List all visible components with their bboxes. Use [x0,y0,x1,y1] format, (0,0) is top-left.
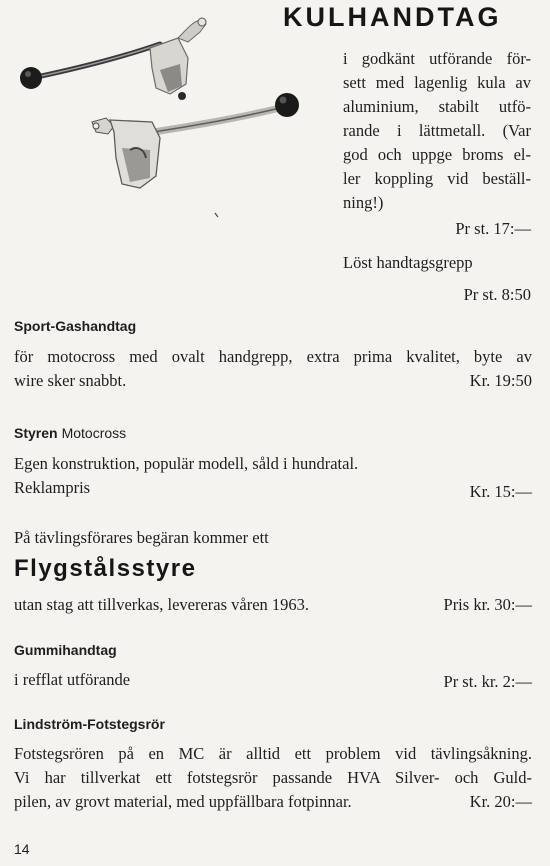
sport-heading: Sport-Gashandtag [14,318,137,334]
lindstrom-heading: Lindström-Fotstegsrör [14,716,165,732]
description-line: god och uppge broms el- [343,145,531,164]
flyg-price: Pris kr. 30:— [443,595,532,614]
styren-heading [14,425,126,443]
description-line: rande i lättmetall. (Var [343,121,531,140]
gummi-price: Pr st. kr. 2:— [443,672,532,691]
sport-line: wire sker snabbt. [14,371,127,390]
flyg-line: utan stag att tillverkas, levereras våren 1963. [14,595,310,614]
styren-line: Reklampris [14,478,91,497]
lindstrom-line: pilen, av grovt material, med uppfällbara fotpinnar. [14,792,352,811]
flyg-intro: På tävlingsförares begäran kommer ett [14,528,269,547]
styren-heading-bold: Styren [14,425,58,441]
kulhandtag-price: Pr st. 17:— [455,219,531,238]
styren-price: Kr. 15:— [469,482,532,501]
extra-price: Pr st. 8:50 [463,285,531,304]
gummi-line: i refflat utförande [14,670,131,689]
sport-description [14,345,532,369]
description-line: ning!) [343,193,384,212]
lever-photo [10,8,310,223]
lower-lever-image [92,93,299,217]
page-number: 14 [14,841,30,857]
page-title: KULHANDTAG [283,2,502,32]
upper-lever-image [20,18,206,100]
flyg-title: Flygstålsstyre [14,555,197,582]
description-line: ler koppling vid beställ- [343,169,531,188]
sport-line: för motocross med ovalt handgrepp, extra prima kvalitet, byte av [14,347,532,366]
description-line: i godkänt utförande för- [343,49,531,68]
description-line: sett med lagenlig kula av [343,73,531,92]
kulhandtag-description [343,47,531,215]
lindstrom-price: Kr. 20:— [469,792,532,811]
sport-price: Kr. 19:50 [469,371,532,390]
extra-label: Löst handtagsgrepp [343,253,473,272]
lindstrom-description [14,742,532,790]
lindstrom-line: Fotstegsrören på en MC är alltid ett problem vid tävlingsåkning. [14,744,532,763]
styren-heading-rest: Motocross [61,425,127,441]
description-line: aluminium, stabilt utfö- [343,97,531,116]
styren-line: Egen konstruktion, populär modell, såld i hundratal. [14,454,359,473]
lindstrom-line: Vi har tillverkat ett fotstegsrör passande HVA Silver- och Guld- [14,768,532,787]
gummi-heading: Gummihandtag [14,642,117,658]
